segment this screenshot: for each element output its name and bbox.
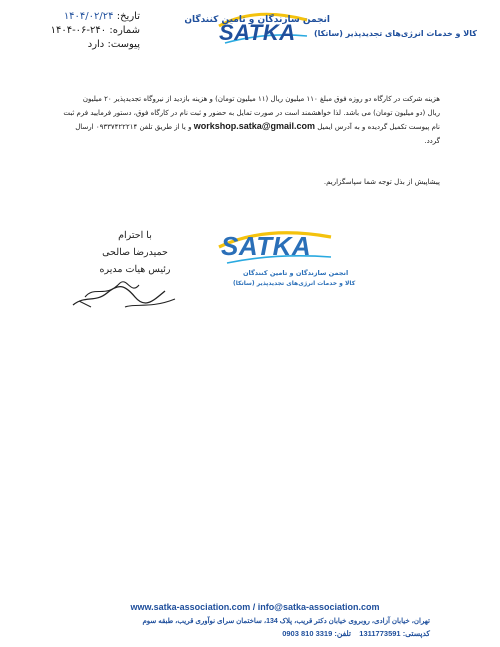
letter-paragraph	[60, 93, 440, 148]
attachment-value: دارد	[87, 39, 105, 50]
number-label: شماره:	[109, 25, 140, 36]
postal-code-label: کدپستی:	[402, 629, 430, 638]
phone-value: 0903 810 3319	[282, 629, 333, 638]
phone-label: تلفن:	[334, 629, 351, 638]
stamp-logo-text: SATKA	[221, 231, 312, 261]
paragraph-line-3	[60, 120, 440, 135]
handwritten-signature-icon	[65, 255, 185, 315]
header: SATKA انجمن سازندگان و تامین کنندگان کالا و خدمات انرژی‌های تجدیدپذیر (ساتکا) تاریخ: ۱۴۰۴/۰۲/۲۴ شماره: ۲۴۰-۰۶-۱۴۰۴ پیوست: دارد	[0, 0, 500, 60]
header-attachment-row	[40, 39, 140, 50]
signature-block	[60, 225, 210, 315]
paragraph-line-3-post: و یا از طریق تلفن ۰۹۳۳۷۴۲۲۲۱۴ ارسال	[75, 123, 192, 131]
stamp-line-2: کالا و خدمات انرژی‌های تجدیدپذیر (ساتکا)	[233, 280, 356, 287]
header-date-row	[40, 11, 140, 22]
footer-web-line[interactable]: www.satka-association.com / info@satka-association.com	[130, 602, 380, 612]
paragraph-line-1: هزینه شرکت در کارگاه دو روزه فوق مبلغ ۱۱۰ میلیون ریال (۱۱ میلیون تومان) و هزینه بازدید از نیروگاه تجدیدپذیر ۲۰ میلیون	[82, 95, 440, 103]
date-label: تاریخ:	[116, 11, 140, 22]
paragraph-line-4: گردد.	[424, 136, 440, 145]
header-logo-text: SATKA	[219, 20, 296, 45]
attachment-label: پیوست:	[107, 39, 140, 50]
email-address[interactable]: workshop.satka@gmail.com	[193, 121, 316, 131]
header-org-name-line2: کالا و خدمات انرژی‌های تجدیدپذیر (ساتکا)	[314, 29, 477, 38]
date-value: ۱۴۰۴/۰۲/۲۴	[63, 11, 114, 22]
signature-title: رئیس هیات مدیره	[99, 264, 171, 275]
stamp-line-1: انجمن سازندگان و تامین کنندگان	[243, 269, 349, 277]
signature-greeting: با احترام	[118, 230, 152, 241]
closing-sentence: پیشاپیش از بذل توجه شما سپاسگزاریم.	[323, 178, 440, 186]
paragraph-line-2: ریال (دو میلیون تومان) می باشد. لذا خواهشمند است در صورت تمایل به حضور و ثبت نام در کارگاه فوق، دستور فرمایید فرم ثبت	[63, 108, 440, 117]
stamp-logo	[215, 225, 356, 295]
number-value: ۲۴۰-۰۶-۱۴۰۴	[50, 25, 107, 36]
paragraph-line-3-pre: نام پیوست تکمیل گردیده و به آدرس ایمیل	[317, 123, 440, 131]
postal-code-value: 1311773591	[359, 629, 401, 638]
footer-contact-row	[170, 629, 430, 638]
footer-address: تهران، خیابان آزادی، روبروی خیابان دکتر قریب، پلاک 134، ساختمان سرای نوآوری قریب، طبقه سوم	[142, 618, 430, 625]
header-number-row	[40, 25, 140, 36]
signature-name: حمیدرضا صالحی	[102, 247, 168, 258]
